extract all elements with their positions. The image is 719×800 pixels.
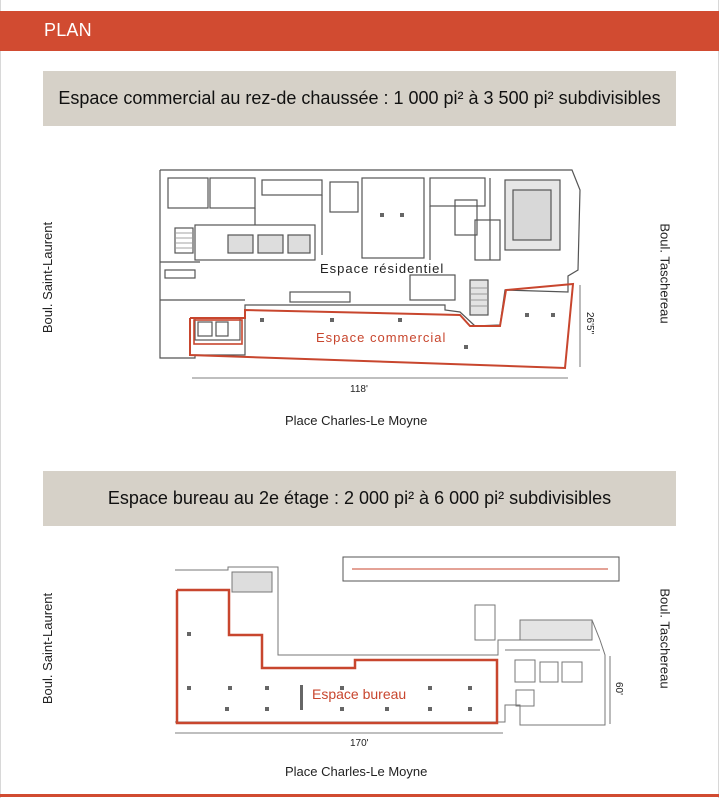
bottom-rule bbox=[0, 794, 719, 797]
left-street-label: Boul. Saint-Laurent bbox=[40, 221, 56, 334]
commercial-space-label: Espace commercial bbox=[316, 330, 447, 345]
office-floor-banner: Espace bureau au 2e étage : 2 000 pi² à 6 000 pi² subdivisibles bbox=[43, 471, 676, 526]
office-depth-dimension: 60' bbox=[613, 682, 624, 696]
page-title: PLAN bbox=[44, 20, 92, 40]
office-width-dimension: 170' bbox=[350, 738, 369, 749]
right-street-label: Boul. Taschereau bbox=[657, 223, 673, 324]
residential-space-label: Espace résidentiel bbox=[320, 261, 445, 276]
office-space-label: Espace bureau bbox=[312, 686, 407, 702]
left-street-label-2: Boul. Saint-Laurent bbox=[40, 592, 56, 705]
right-street-label-2: Boul. Taschereau bbox=[657, 588, 673, 689]
ground-depth-dimension: 26'5" bbox=[584, 312, 595, 335]
bottom-street-label-2: Place Charles-Le Moyne bbox=[285, 764, 428, 779]
ground-width-dimension: 118' bbox=[350, 384, 368, 395]
ground-floor-banner: Espace commercial au rez-de chaussée : 1 000 pi² à 3 500 pi² subdivisibles bbox=[43, 71, 676, 126]
bottom-street-label-1: Place Charles-Le Moyne bbox=[285, 413, 428, 428]
